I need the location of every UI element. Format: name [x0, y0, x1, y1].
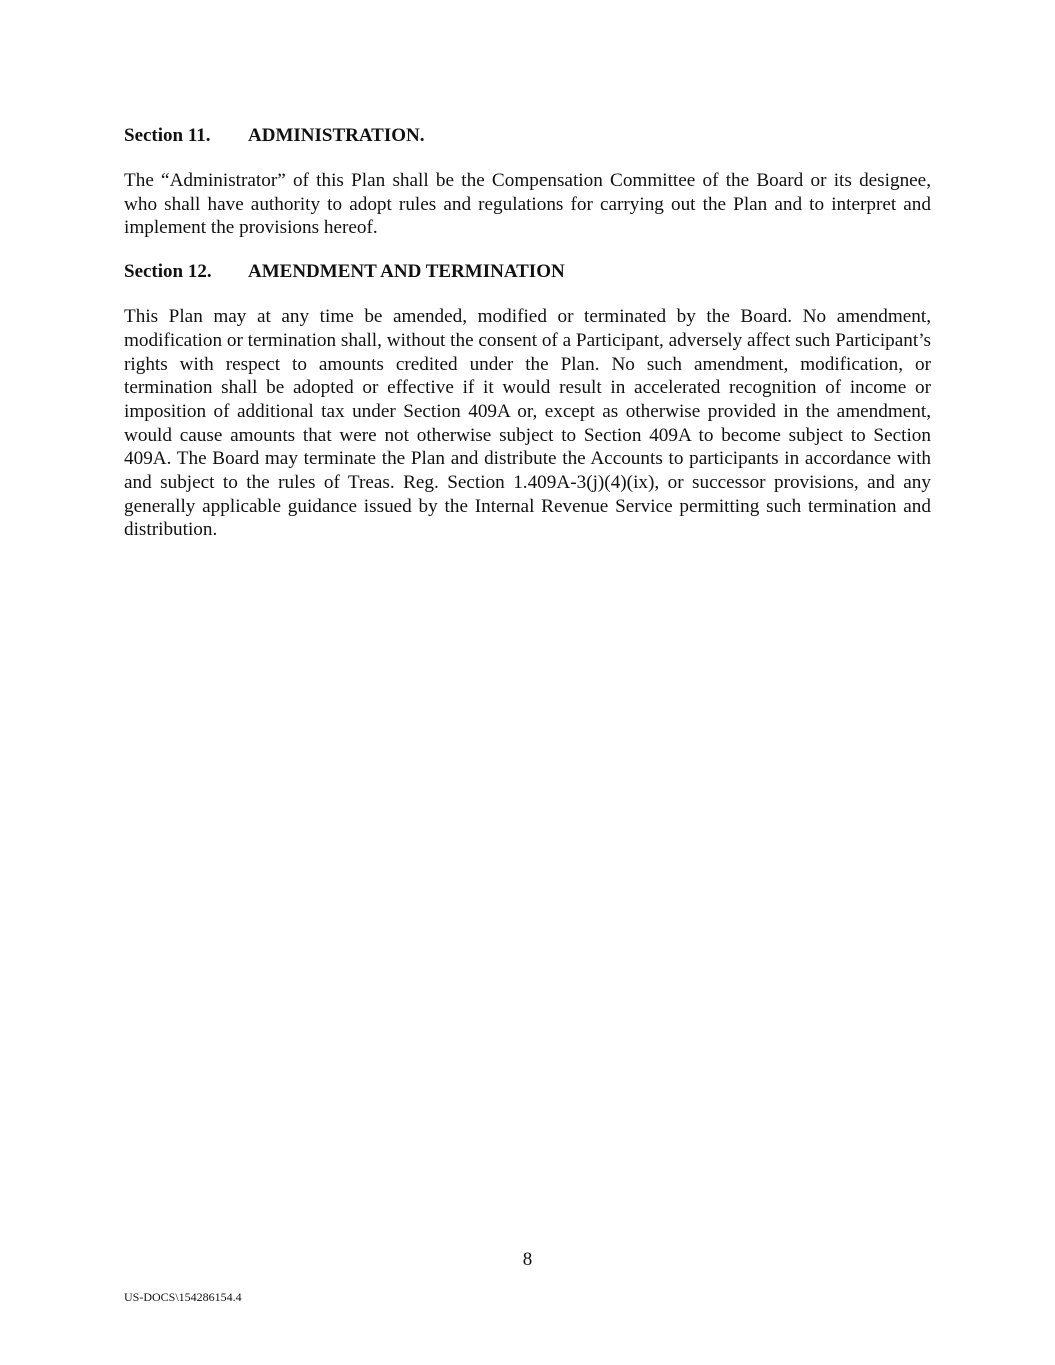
section-12-title: AMENDMENT AND TERMINATION: [248, 261, 565, 283]
section-12-heading: [124, 260, 931, 284]
page-content: [124, 124, 931, 542]
page-number: 8: [522, 1249, 533, 1270]
document-id: US-DOCS\154286154.4: [124, 1290, 242, 1304]
section-11-body: The “Administrator” of this Plan shall be the Compensation Committee of the Board or its designee, who shall have authority to adopt rules and regulations for carrying out the Plan and to interpret and implement the provisions hereof.: [124, 170, 931, 239]
section-11-heading: [124, 124, 931, 148]
section-12-body: This Plan may at any time be amended, modified or terminated by the Board. No amendment, modification or termination shall, without the consent of a Participant, adversely affect such Participant’s rights with respect to amounts credited under the Plan. No such amendment, modification, or termination shall be adopted or effective if it would result in accelerated recognition of income or imposition of additional tax under Section 409A or, except as otherwise provided in the amendment, would cause amounts that were not otherwise subject to Section 409A to become subject to Section 409A. The Board may terminate the Plan and distribute the Accounts to participants in accordance with and subject to the rules of Treas. Reg. Section 1.409A-3(j)(4)(ix), or successor provisions, and any generally applicable guidance issued by the Internal Revenue Service permitting such termination and distribution.: [124, 306, 931, 541]
section-11-number: Section 11.: [124, 125, 211, 146]
section-11-title: ADMINISTRATION.: [248, 125, 425, 146]
section-12-number: Section 12.: [124, 261, 212, 283]
